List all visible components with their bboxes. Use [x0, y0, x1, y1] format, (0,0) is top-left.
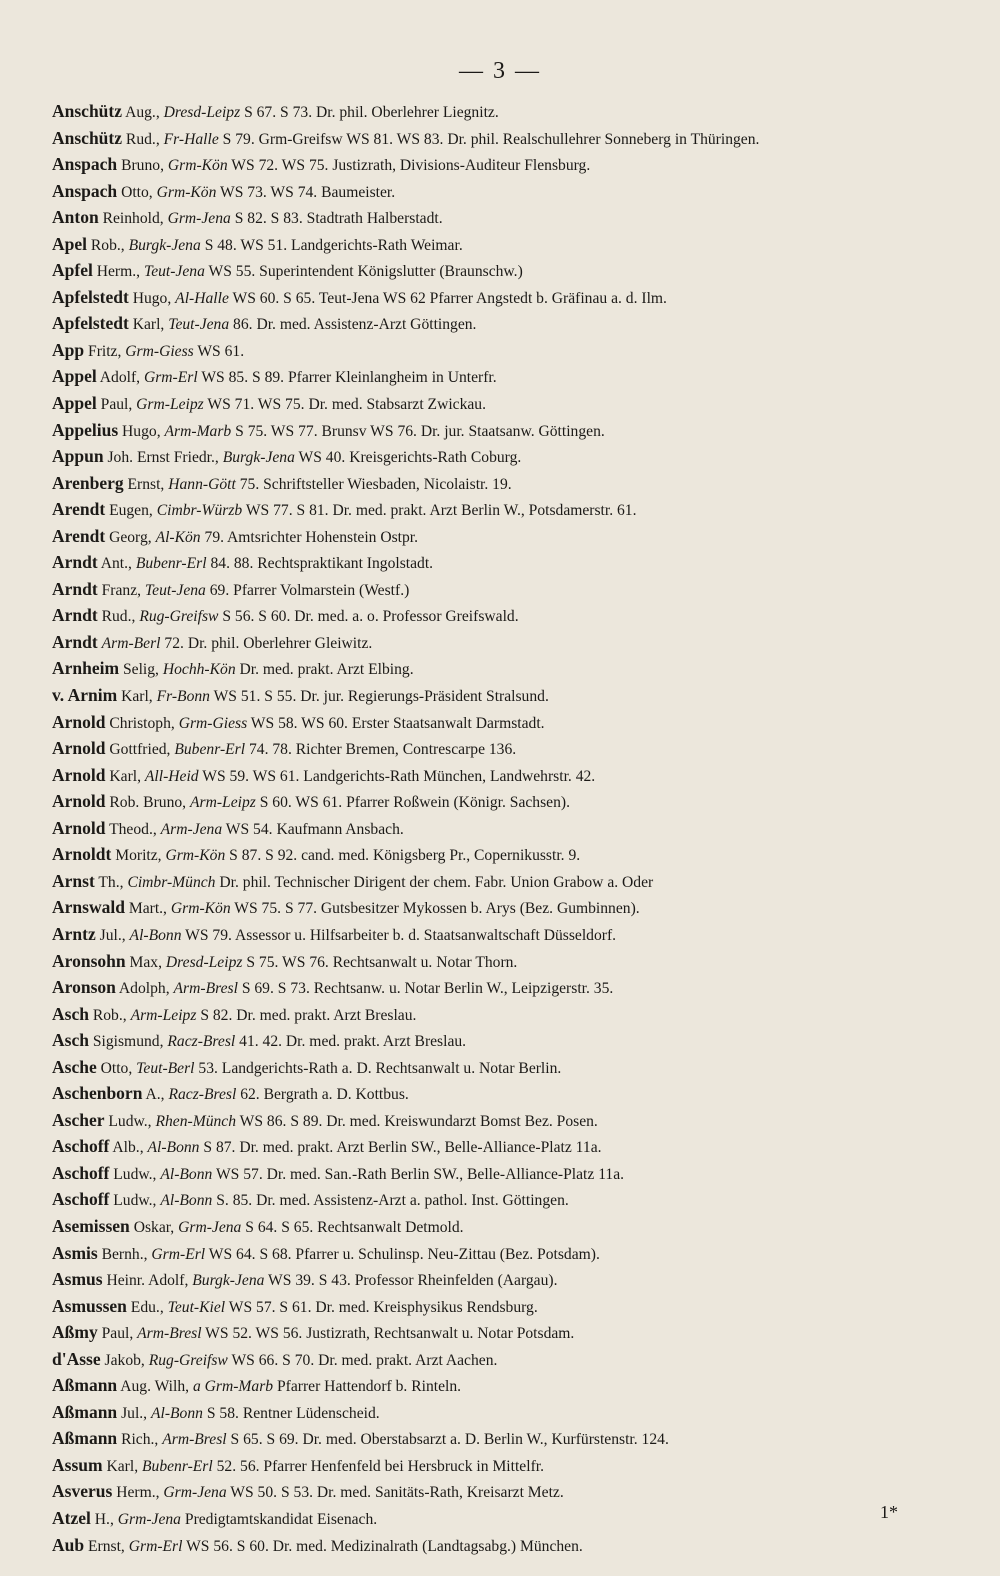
entry-details: S 65. S 69. Dr. med. Oberstabsarzt a. D. Berlin W., Kurfürstenstr. 124.: [230, 1431, 669, 1449]
entry-name: Aschenborn: [52, 1083, 143, 1104]
entry-name: Appelius: [52, 419, 119, 440]
entry-association: Fr-Bonn: [156, 688, 210, 706]
entry-details: WS 59. WS 61. Landgerichts-Rath München, Landwehrstr. 42.: [202, 767, 596, 785]
entry-name: Atzel: [52, 1507, 91, 1528]
entry-details: S 69. S 73. Rechtsanw. u. Notar Berlin W., Leipzigerstr. 35.: [241, 980, 614, 998]
entry-details: WS 64. S 68. Pfarrer u. Schulinsp. Neu-Zittau (Bez. Potsdam).: [208, 1245, 600, 1263]
entry-association: Racz-Bresl: [168, 1086, 237, 1104]
entry-association: Al-Bonn: [129, 926, 182, 944]
entry-given-name: Th.,: [98, 873, 124, 891]
list-item: [52, 179, 952, 206]
entry-given-name: Jul.,: [121, 1404, 148, 1422]
entry-details: S 75. WS 77. Brunsv WS 76. Dr. jur. Staatsanw. Göttingen.: [235, 422, 605, 440]
entry-name: Anschütz: [52, 127, 123, 148]
entry-name: Arendt: [52, 499, 106, 520]
entry-given-name: Ernst,: [88, 1537, 125, 1555]
entry-name: Asemissen: [52, 1215, 130, 1236]
list-item: [52, 1533, 952, 1560]
entry-given-name: Karl,: [109, 767, 141, 785]
entry-name: Asch: [52, 1003, 89, 1024]
list-item: [52, 497, 952, 524]
entry-association: Cimbr-Münch: [127, 873, 216, 891]
entry-given-name: Ant.,: [100, 555, 132, 573]
entry-name: Arnst: [52, 870, 95, 891]
entry-given-name: H.,: [94, 1510, 114, 1528]
page-number: — 3 —: [459, 58, 541, 84]
entry-details: 79. Amtsrichter Hohenstein Ostpr.: [204, 528, 419, 546]
entry-given-name: Hugo,: [122, 422, 161, 440]
list-item: [52, 922, 952, 949]
entry-association: Teut-Jena: [144, 581, 206, 599]
entry-name: App: [52, 339, 85, 360]
entry-details: WS 57. Dr. med. San.-Rath Berlin SW., Belle-Alliance-Platz 11a.: [215, 1165, 625, 1183]
entry-name: Apfel: [52, 260, 93, 281]
entry-association: Arm-Bresl: [162, 1431, 227, 1449]
entry-details: 41. 42. Dr. med. prakt. Arzt Breslau.: [239, 1033, 467, 1051]
list-item: [52, 1055, 952, 1082]
list-item: [52, 391, 952, 418]
entry-name: Arenberg: [52, 472, 124, 493]
entry-given-name: Aug.,: [125, 104, 160, 121]
entry-name: Aub: [52, 1534, 85, 1555]
entry-given-name: Sigismund,: [92, 1033, 164, 1051]
entry-given-name: Aug. Wilh,: [120, 1378, 190, 1396]
entry-association: Burgk-Jena: [192, 1272, 265, 1290]
entry-name: Aronson: [52, 977, 116, 998]
list-item: [52, 1241, 952, 1268]
entry-name: Apel: [52, 233, 87, 254]
entry-given-name: Rob. Bruno,: [109, 794, 187, 812]
entry-details: 74. 78. Richter Bremen, Contrescarpe 136.: [248, 741, 517, 759]
entry-name: Asche: [52, 1056, 97, 1077]
list-item: [52, 258, 952, 285]
entry-given-name: Karl,: [132, 316, 165, 334]
entry-association: Burgk-Jena: [128, 236, 201, 254]
list-item: [52, 205, 952, 232]
entry-details: WS 75. S 77. Gutsbesitzer Mykossen b. Arys (Bez. Gumbinnen).: [234, 900, 640, 918]
entry-details: WS 73. WS 74. Baumeister.: [220, 183, 396, 201]
list-item: [52, 577, 952, 604]
entry-given-name: Theod.,: [109, 820, 157, 838]
entry-details: WS 72. WS 75. Justizrath, Divisions-Auditeur Flensburg.: [231, 157, 591, 175]
entry-details: WS 58. WS 60. Erster Staatsanwalt Darmstadt.: [250, 714, 545, 732]
entry-given-name: Hugo,: [132, 289, 172, 307]
entry-name: Anton: [52, 207, 99, 228]
entry-details: WS 54. Kaufmann Ansbach.: [225, 820, 404, 838]
list-item: [52, 99, 952, 126]
entry-association: Fr-Halle: [163, 130, 219, 148]
entry-given-name: Ludw.,: [113, 1165, 157, 1183]
entry-name: v. Arnim: [52, 685, 118, 706]
list-item: [52, 285, 952, 312]
entry-association: All-Heid: [144, 767, 199, 785]
entry-association: Grm-Jena: [167, 210, 231, 228]
entry-details: WS 51. S 55. Dr. jur. Regierungs-Präsident Stralsund.: [213, 688, 549, 706]
entry-details: 75. Schriftsteller Wiesbaden, Nicolaistr. 19.: [239, 475, 512, 493]
entry-association: Hann-Gött: [168, 475, 236, 493]
entry-given-name: Joh. Ernst Friedr.,: [107, 449, 219, 467]
entry-details: S 64. S 65. Rechtsanwalt Detmold.: [245, 1218, 464, 1236]
entry-given-name: Adolph,: [118, 980, 170, 998]
list-item: [52, 418, 952, 445]
entry-name: Ascher: [52, 1109, 105, 1130]
entry-details: S 82. Dr. med. prakt. Arzt Breslau.: [200, 1006, 417, 1024]
entry-given-name: Otto,: [121, 183, 153, 201]
entry-association: Al-Kön: [155, 528, 201, 546]
list-item: [52, 683, 952, 710]
list-item: [52, 550, 952, 577]
entry-association: Grm-Giess: [125, 342, 194, 360]
list-item: [52, 816, 952, 843]
list-item: [52, 1426, 952, 1453]
list-item: [52, 1134, 952, 1161]
entry-name: Aronsohn: [52, 950, 126, 971]
entry-given-name: Reinhold,: [102, 210, 164, 228]
entry-details: WS 79. Assessor u. Hilfsarbeiter b. d. Staatsanwaltschaft Düsseldorf.: [185, 926, 617, 944]
entry-association: Rhen-Münch: [155, 1112, 237, 1130]
entry-details: 69. Pfarrer Volmarstein (Westf.): [209, 581, 410, 599]
entry-name: Arendt: [52, 525, 106, 546]
entry-association: Al-Bonn: [150, 1404, 203, 1422]
entry-details: 84. 88. Rechtspraktikant Ingolstadt.: [210, 555, 434, 573]
entry-name: Appun: [52, 446, 104, 467]
list-item: [52, 763, 952, 790]
entry-given-name: Herm.,: [96, 263, 141, 281]
entry-details: WS 55. Superintendent Königslutter (Braunschw.): [208, 263, 523, 281]
entry-association: Rug-Greifsw: [139, 608, 219, 626]
list-item: [52, 338, 952, 365]
entry-name: Arndt: [52, 578, 98, 599]
entry-details: WS 71. WS 75. Dr. med. Stabsarzt Zwickau.: [207, 396, 486, 414]
entry-given-name: Rud.,: [125, 130, 160, 148]
entry-details: S 82. S 83. Stadtrath Halberstadt.: [234, 210, 443, 228]
entry-details: WS 77. S 81. Dr. med. prakt. Arzt Berlin W., Potsdamerstr. 61.: [245, 502, 637, 520]
entry-association: Al-Bonn: [160, 1192, 213, 1210]
entry-given-name: Ludw.,: [108, 1112, 152, 1130]
list-item: [52, 736, 952, 763]
entry-given-name: Ludw.,: [113, 1192, 157, 1210]
entry-association: Teut-Jena: [143, 263, 205, 281]
entry-given-name: Max,: [129, 953, 162, 971]
entry-details: S 87. Dr. med. prakt. Arzt Berlin SW., Belle-Alliance-Platz 11a.: [203, 1139, 602, 1157]
entry-association: Grm-Jena: [117, 1510, 181, 1528]
list-item: [52, 1267, 952, 1294]
entry-name: Arnold: [52, 738, 106, 759]
list-item: [52, 603, 952, 630]
entry-name: Arnswald: [52, 897, 125, 918]
entry-details: Dr. phil. Technischer Dirigent der chem. Fabr. Union Grabow a. Oder: [219, 873, 654, 891]
entry-given-name: Paul,: [100, 396, 133, 414]
entry-given-name: Eugen,: [109, 502, 153, 520]
entry-association: Rug-Greifsw: [148, 1351, 228, 1369]
entry-association: Arm-Leipz: [189, 794, 256, 812]
entry-name: Arnold: [52, 711, 106, 732]
entry-name: Aßmann: [52, 1401, 118, 1422]
entry-association: Al-Halle: [175, 289, 229, 307]
list-item: [52, 895, 952, 922]
entry-details: WS 61.: [197, 342, 245, 360]
entry-given-name: Christoph,: [109, 714, 175, 732]
entry-association: Grm-Giess: [178, 714, 248, 732]
entry-details: S. 85. Dr. med. Assistenz-Arzt a. pathol. Inst. Göttingen.: [216, 1192, 569, 1210]
entry-given-name: Moritz,: [115, 847, 162, 865]
entry-association: Arm-Jena: [160, 820, 223, 838]
entry-name: Apfelstedt: [52, 286, 129, 307]
entry-association: Hochh-Kön: [162, 661, 236, 679]
list-item: [52, 1453, 952, 1480]
entry-given-name: Karl,: [106, 1457, 139, 1475]
entry-association: Grm-Kön: [170, 900, 231, 918]
entry-association: Grm-Jena: [163, 1484, 227, 1502]
entry-name: Anspach: [52, 180, 118, 201]
entry-given-name: Bernh.,: [101, 1245, 148, 1263]
entry-given-name: Rich.,: [121, 1431, 159, 1449]
entry-name: Aßmann: [52, 1428, 118, 1449]
entry-details: WS 66. S 70. Dr. med. prakt. Arzt Aachen.: [231, 1351, 498, 1369]
list-item: [52, 1400, 952, 1427]
entry-name: Arndt: [52, 631, 98, 652]
entry-details: WS 39. S 43. Professor Rheinfelden (Aargau).: [268, 1272, 558, 1290]
entry-given-name: Rob.,: [90, 236, 125, 254]
entry-details: WS 85. S 89. Pfarrer Kleinlangheim in Unterfr.: [201, 369, 497, 387]
entry-name: Apfelstedt: [52, 313, 129, 334]
entry-association: Teut-Jena: [168, 316, 230, 334]
entry-details: Predigtamtskandidat Eisenach.: [184, 1510, 378, 1528]
entry-details: S 56. S 60. Dr. med. a. o. Professor Greifswald.: [222, 608, 519, 626]
entry-given-name: Oskar,: [133, 1218, 175, 1236]
entry-name: Arnold: [52, 764, 106, 785]
list-item: [52, 1373, 952, 1400]
entry-association: Arm-Berl: [101, 634, 161, 652]
entry-name: Arnold: [52, 817, 106, 838]
entry-given-name: Heinr. Adolf,: [106, 1272, 189, 1290]
list-item: [52, 311, 952, 338]
entry-name: Appel: [52, 366, 97, 387]
entry-association: Grm-Kön: [156, 183, 217, 201]
entry-name: Arndt: [52, 552, 98, 573]
entry-details: Dr. med. prakt. Arzt Elbing.: [239, 661, 414, 679]
entry-details: WS 40. Kreisgerichts-Rath Coburg.: [298, 449, 522, 467]
entry-association: Grm-Leipz: [136, 396, 204, 414]
list-item: [52, 842, 952, 869]
list-item: [52, 1479, 952, 1506]
entry-given-name: Bruno,: [121, 157, 164, 175]
entry-details: S 48. WS 51. Landgerichts-Rath Weimar.: [204, 236, 463, 254]
entry-association: Dresd-Leipz: [163, 104, 241, 121]
entry-name: Aschoff: [52, 1162, 110, 1183]
entry-given-name: Rob.,: [92, 1006, 127, 1024]
entry-details: Pfarrer Hattendorf b. Rinteln.: [277, 1378, 462, 1396]
list-item: [52, 975, 952, 1002]
list-item: [52, 1506, 952, 1533]
entry-given-name: Karl,: [121, 688, 153, 706]
list-item: [52, 126, 952, 153]
entry-given-name: Jakob,: [104, 1351, 145, 1369]
list-item: [52, 1081, 952, 1108]
list-item: [52, 471, 952, 498]
list-item: [52, 869, 952, 896]
entry-association: Bubenr-Erl: [135, 555, 207, 573]
entry-name: Assum: [52, 1454, 103, 1475]
entry-details: WS 57. S 61. Dr. med. Kreisphysikus Rendsburg.: [228, 1298, 538, 1316]
list-item: [52, 1028, 952, 1055]
entry-given-name: Mart.,: [128, 900, 167, 918]
entry-name: Arntz: [52, 923, 96, 944]
entry-given-name: Georg,: [109, 528, 152, 546]
entry-details: S 75. WS 76. Rechtsanwalt u. Notar Thorn.: [246, 953, 518, 971]
entry-details: S 79. Grm-Greifsw WS 81. WS 83. Dr. phil. Realschullehrer Sonneberg in Thüringen.: [222, 130, 760, 148]
list-item: [52, 444, 952, 471]
entry-given-name: Fritz,: [88, 342, 122, 360]
entry-name: Asmis: [52, 1242, 98, 1263]
entry-given-name: Gottfried,: [109, 741, 171, 759]
entry-association: Burgk-Jena: [222, 449, 295, 467]
entry-given-name: Otto,: [100, 1059, 133, 1077]
list-item: [52, 1187, 952, 1214]
entry-association: Grm-Kön: [167, 157, 228, 175]
entry-given-name: Paul,: [101, 1325, 134, 1343]
entry-name: d'Asse: [52, 1348, 101, 1369]
entry-name: Aßmann: [52, 1375, 118, 1396]
entry-association: Arm-Bresl: [173, 980, 238, 998]
list-item: [52, 949, 952, 976]
entry-association: Grm-Erl: [151, 1245, 206, 1263]
entry-name: Arnold: [52, 791, 106, 812]
entry-details: S 87. S 92. cand. med. Königsberg Pr., Copernikusstr. 9.: [229, 847, 581, 865]
entry-details: 62. Bergrath a. D. Kottbus.: [240, 1086, 409, 1104]
list-item: [52, 1320, 952, 1347]
entry-association: Arm-Marb: [164, 422, 232, 440]
entry-details: S 60. WS 61. Pfarrer Roßwein (Königr. Sachsen).: [259, 794, 570, 812]
entry-details: WS 50. S 53. Dr. med. Sanitäts-Rath, Kreisarzt Metz.: [230, 1484, 564, 1502]
entry-details: WS 56. S 60. Dr. med. Medizinalrath (Landtagsabg.) München.: [186, 1537, 583, 1555]
entry-name: Arnheim: [52, 658, 120, 679]
entry-given-name: Herm.,: [116, 1484, 160, 1502]
entry-association: Grm-Kön: [165, 847, 226, 865]
entry-name: Aßmy: [52, 1322, 98, 1343]
entry-association: a Grm-Marb: [192, 1378, 274, 1396]
entry-name: Arndt: [52, 605, 98, 626]
entry-association: Al-Bonn: [160, 1165, 213, 1183]
entry-name: Aschoff: [52, 1136, 110, 1157]
entry-details: 86. Dr. med. Assistenz-Arzt Göttingen.: [233, 316, 477, 334]
entry-given-name: Rud.,: [101, 608, 136, 626]
entry-details: 53. Landgerichts-Rath a. D. Rechtsanwalt u. Notar Berlin.: [198, 1059, 562, 1077]
entry-given-name: Adolf,: [99, 369, 141, 387]
entry-details: WS 60. S 65. Teut-Jena WS 62 Pfarrer Angstedt b. Gräfinau a. d. Ilm.: [232, 289, 667, 307]
entry-given-name: Franz,: [101, 581, 142, 599]
entry-details: S 67. S 73. Dr. phil. Oberlehrer Liegnitz.: [244, 104, 499, 121]
entry-name: Anschütz: [52, 101, 123, 121]
list-item: [52, 656, 952, 683]
entry-name: Asmus: [52, 1269, 103, 1290]
list-item: [52, 1294, 952, 1321]
entry-association: Arm-Leipz: [130, 1006, 197, 1024]
entry-association: Dresd-Leipz: [165, 953, 243, 971]
entry-association: Bubenr-Erl: [142, 1457, 213, 1475]
member-list: [52, 99, 952, 1559]
entry-name: Aschoff: [52, 1189, 110, 1210]
entry-given-name: Jul.,: [99, 926, 126, 944]
list-item: [52, 1002, 952, 1029]
entry-association: Teut-Kiel: [167, 1298, 226, 1316]
entry-details: WS 52. WS 56. Justizrath, Rechtsanwalt u. Notar Potsdam.: [205, 1325, 575, 1343]
entry-association: Al-Bonn: [147, 1139, 200, 1157]
list-item: [52, 232, 952, 259]
entry-name: Arnoldt: [52, 844, 112, 865]
entry-details: S 58. Rentner Lüdenscheid.: [206, 1404, 380, 1422]
list-item: [52, 630, 952, 657]
entry-name: Anspach: [52, 154, 118, 175]
entry-details: 52. 56. Pfarrer Henfenfeld bei Hersbruck in Mittelfr.: [216, 1457, 544, 1475]
entry-association: Bubenr-Erl: [174, 741, 246, 759]
entry-given-name: A.,: [145, 1086, 165, 1104]
entry-given-name: Ernst,: [127, 475, 165, 493]
entry-given-name: Edu.,: [130, 1298, 164, 1316]
entry-association: Grm-Erl: [128, 1537, 183, 1555]
list-item: [52, 710, 952, 737]
signature-mark: 1*: [880, 1502, 898, 1522]
entry-name: Asverus: [52, 1481, 113, 1502]
entry-details: WS 86. S 89. Dr. med. Kreiswundarzt Bomst Bez. Posen.: [239, 1112, 598, 1130]
entry-given-name: Selig,: [122, 661, 159, 679]
entry-name: Asch: [52, 1030, 89, 1051]
list-item: [52, 524, 952, 551]
entry-association: Teut-Berl: [136, 1059, 195, 1077]
list-item: [52, 1347, 952, 1374]
entry-association: Cimbr-Würzb: [156, 502, 243, 520]
list-item: [52, 1161, 952, 1188]
entry-association: Arm-Bresl: [137, 1325, 202, 1343]
list-item: [52, 1214, 952, 1241]
list-item: [52, 364, 952, 391]
entry-association: Grm-Erl: [143, 369, 198, 387]
entry-association: Grm-Jena: [178, 1218, 242, 1236]
list-item: [52, 1108, 952, 1135]
list-item: [52, 152, 952, 179]
entry-association: Racz-Bresl: [167, 1033, 236, 1051]
entry-name: Appel: [52, 393, 97, 414]
list-item: [52, 789, 952, 816]
entry-name: Asmussen: [52, 1295, 127, 1316]
entry-details: 72. Dr. phil. Oberlehrer Gleiwitz.: [164, 634, 373, 652]
entry-given-name: Alb.,: [112, 1139, 144, 1157]
